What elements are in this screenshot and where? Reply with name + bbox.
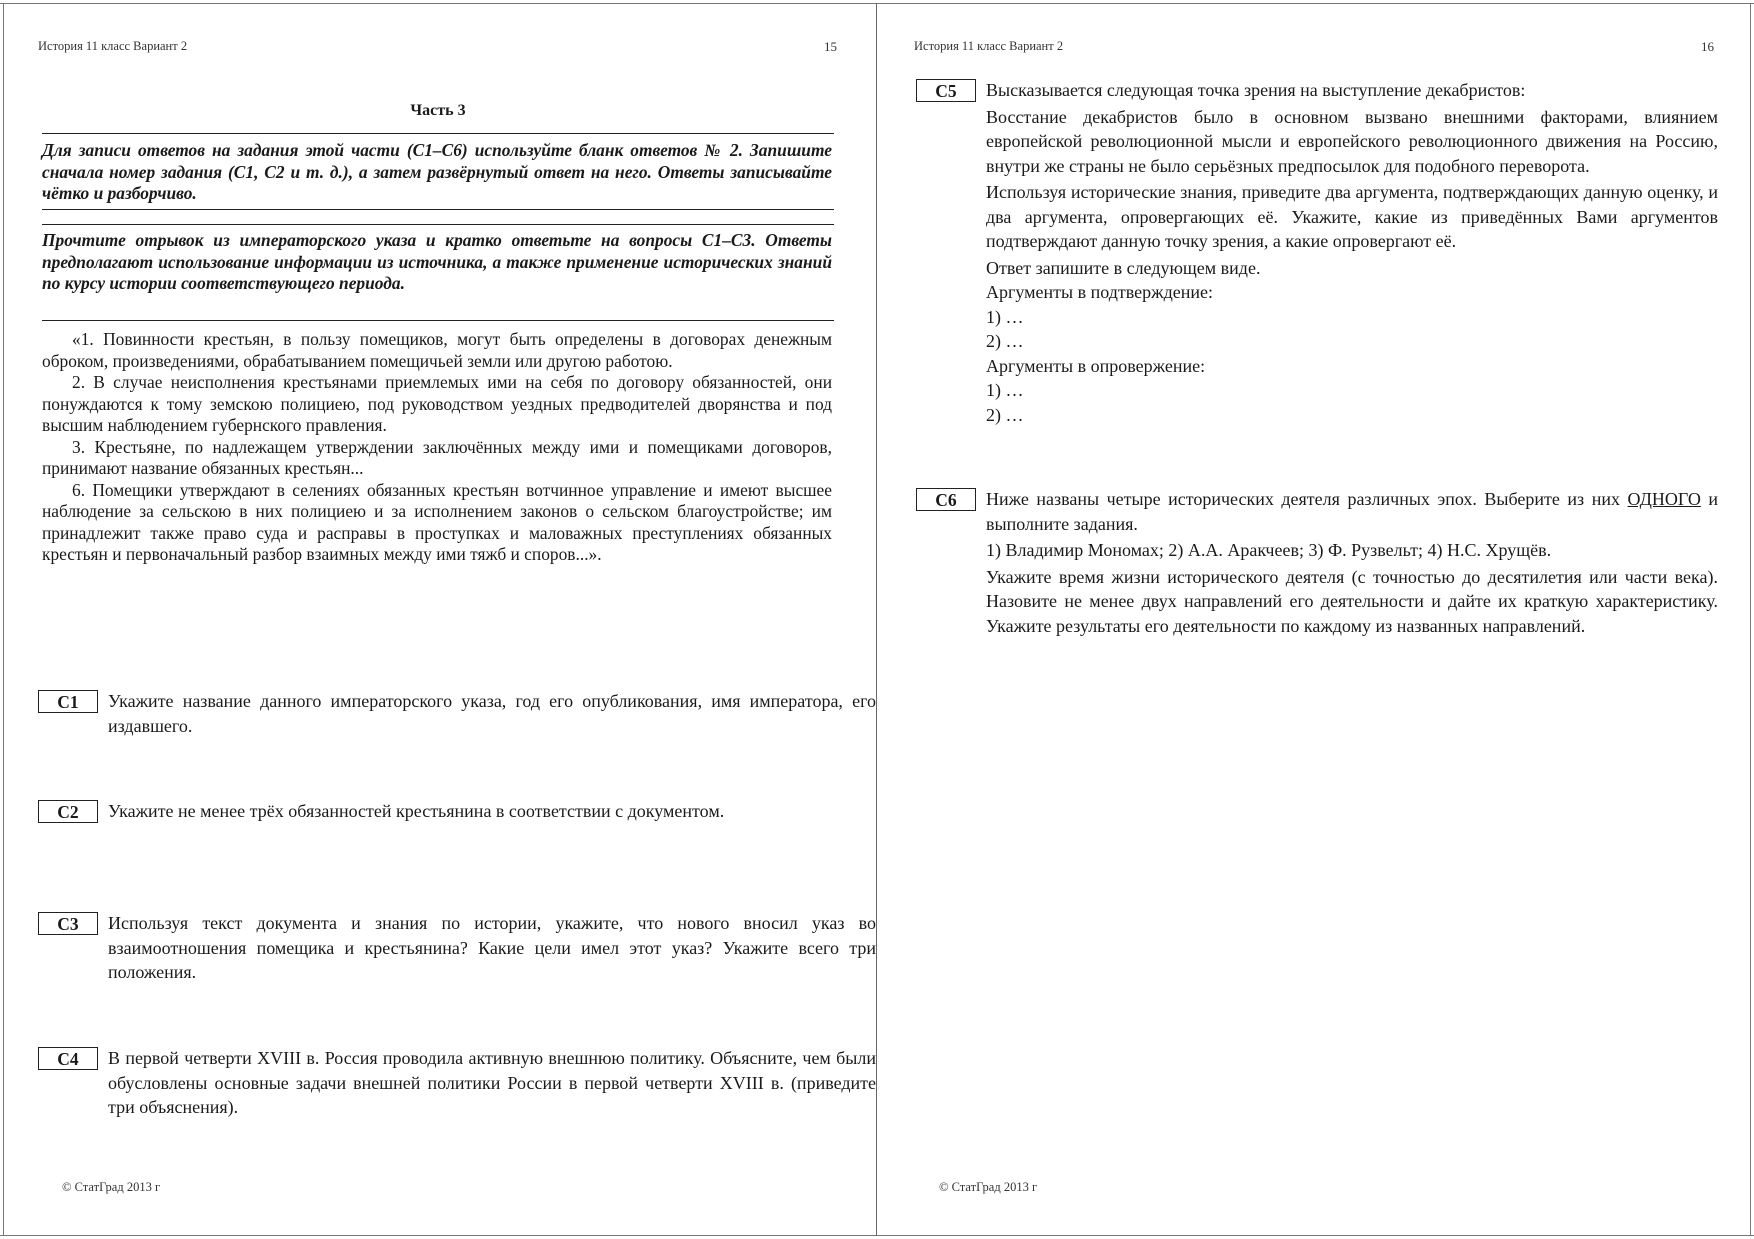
task-label: С6 xyxy=(916,488,976,511)
task-c4-text: В первой четверти XVIII в. Россия проводила активную внешнюю политику. Объясните, чем были обусловлены основные задачи внешней политики России в первой четверти XVIII в. (приведите три объяснения). xyxy=(108,1048,876,1117)
task-text xyxy=(108,799,876,826)
task-c3-text: Используя текст документа и знания по истории, укажите, что нового вносил указ во взаимоотношения помещика и крестьянина? Какие цели имел этот указ? Укажите всего три положения. xyxy=(108,913,876,982)
left-page xyxy=(0,0,876,1239)
task-c2-text: Укажите не менее трёх обязанностей крестьянина в соответствии с документом. xyxy=(108,801,725,821)
c6-intro-b: и выполните задания. xyxy=(986,489,1719,534)
task-text xyxy=(108,689,876,740)
task-text xyxy=(108,911,876,987)
c6-task: Укажите время жизни исторического деятеля (с точностью до десятилетия или части века). Назовите не менее двух направлений его деятельности и дайте их краткую характеристику. Укажите результаты его деятельности по каждому из названных направлений. xyxy=(986,566,1718,636)
part-title: Часть 3 xyxy=(410,102,466,119)
task-text xyxy=(986,78,1718,427)
decree-paragraph: «1. Повинности крестьян, в пользу помещиков, могут быть определены в договорах денежным оброком, произведениями, обрабатыванием помещичьей земли или другою работою. xyxy=(42,329,832,371)
c6-intro-underlined: ОДНОГО xyxy=(1627,489,1701,509)
c5-viewpoint: Восстание декабристов было в основном вызвано внешними факторами, влиянием европейской революционной мысли и европейского революционного движения на Россию, внутри же страны не было серьёзных предпосылок для подобного переворота. xyxy=(986,106,1718,176)
c5-confirm-item: 1) … xyxy=(986,306,1024,327)
task-label: С1 xyxy=(38,690,98,713)
decree-excerpt xyxy=(42,329,832,566)
task-label: С5 xyxy=(916,79,976,102)
task-label: С4 xyxy=(38,1047,98,1070)
rule xyxy=(42,209,834,210)
task-label: С3 xyxy=(38,912,98,935)
answer-instruction: Для записи ответов на задания этой части (С1–С6) используйте бланк ответов № 2. Запишите сначала номер задания (С1, С2 и т. д.), а затем развёрнутый ответ на него. Ответы записывайте чётко и разборчиво. xyxy=(42,140,832,203)
task-text xyxy=(108,1046,876,1122)
task-c1-text: Укажите название данного императорского указа, год его опубликования, имя императора, его издавшего. xyxy=(108,691,876,736)
page-header: История 11 класс Вариант 2 xyxy=(38,39,188,53)
c5-intro: Высказывается следующая точка зрения на выступление декабристов: xyxy=(986,80,1526,100)
task-label: С2 xyxy=(38,800,98,823)
page-footer: © СтатГрад 2013 г xyxy=(939,1180,1038,1194)
c5-task: Используя исторические знания, приведите два аргумента, подтверждающих данную оценку, и два аргумента, опровергающих её. Укажите, какие из приведённых Вами аргументов подтверждают данную точку зрения, а какие опровергают её. xyxy=(986,182,1718,251)
task-text xyxy=(986,487,1718,640)
page-number: 16 xyxy=(1701,39,1714,54)
rule xyxy=(42,133,834,134)
page-number: 15 xyxy=(824,39,837,54)
rule xyxy=(42,224,834,225)
page-header: История 11 класс Вариант 2 xyxy=(914,39,1064,53)
c6-figures: 1) Владимир Мономах; 2) А.А. Аракчеев; 3) Ф. Рузвельт; 4) Н.С. Хрущёв. xyxy=(986,540,1552,560)
decree-paragraph: 3. Крестьяне, по надлежащем утверждении заключённых между ими и помещиками договоров, принимают название обязанных крестьян... xyxy=(42,436,832,478)
c5-refute-item: 2) … xyxy=(986,404,1024,425)
c5-refute-heading: Аргументы в опровержение: xyxy=(986,355,1206,376)
c5-refute-item: 1) … xyxy=(986,380,1024,400)
c5-answer-form: Ответ запишите в следующем виде. xyxy=(986,257,1261,278)
decree-paragraph: 2. В случае неисполнения крестьянами приемлемых ими на себя по договору обязанностей, они понуждаются к тому земскою полициею, под руководством уездных предводителей дворянства и под высшим наблюдением губернского правления. xyxy=(42,372,832,435)
source-instruction: Прочтите отрывок из императорского указа и кратко ответьте на вопросы С1–С3. Ответы предполагают использование информации из источника, а также применение исторических знаний по курсу истории соответствующего периода. xyxy=(42,230,832,293)
c6-intro-a: Ниже названы четыре исторических деятеля различных эпох. Выберите из них xyxy=(986,489,1628,509)
c5-confirm-item: 2) … xyxy=(986,331,1024,351)
c6-intro xyxy=(986,487,1718,536)
rule xyxy=(42,320,834,321)
spread-border-right xyxy=(1750,3,1751,1236)
c5-confirm-heading: Аргументы в подтверждение: xyxy=(986,282,1213,302)
page-footer: © СтатГрад 2013 г xyxy=(62,1180,161,1194)
right-page xyxy=(877,0,1750,1239)
decree-paragraph: 6. Помещики утверждают в селениях обязанных крестьян вотчинное управление и имеют высшее наблюдение за сельскою в них полициею и за исполнением законов о сельском благоустройстве; им принадлежит также право суда и расправы в проступках и маловажных преступлениях обязанных крестьян и первоначальный разбор взаимных между ими тяжб и споров...». xyxy=(42,479,832,564)
